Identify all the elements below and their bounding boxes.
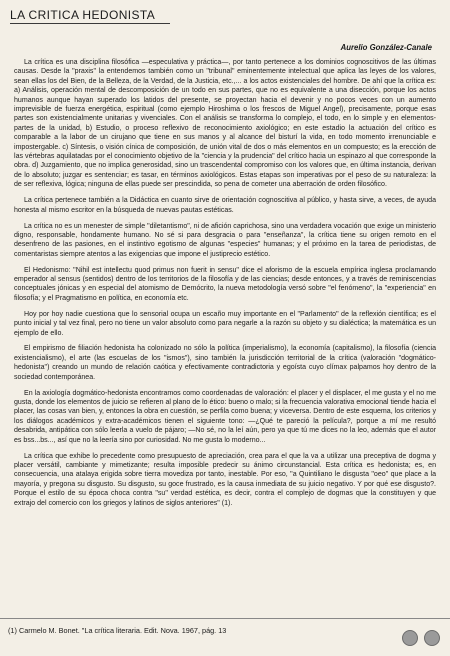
page-title: LA CRITICA HEDONISTA bbox=[10, 8, 156, 22]
paragraph: La crítica no es un menester de simple "diletantismo", ni de afición caprichosa, sino una verdadera vocación que exige un ministerio digno, responsable, hondamente humano. No sé si para desgracia o para "enseñanza", la crítica tiene su origen remoto en el desenfreno de las pasiones, en el instintivo egotismo de algunas "especies" humanas; y el próximo en la tarea de periodistas, de comentaristas siempre atentos a las exigencias que impone el justiprecio estético. bbox=[14, 222, 436, 258]
author-name: Aurelio González-Canale bbox=[340, 43, 432, 52]
paragraph: En la axiología dogmático-hedonista encontramos como coordenadas de valoración: el placer y el displacer, el me gusta y el no me gusta, donde los elementos de juicio se refieren al plano de lo ético: bueno o malo; si la frecuencia valorativa emocional tiende hacia el placer, las cosas van bien, y, entonces la obra en cuestión, se perfila como buena; y viceversa. Dentro de este esquema, los criterios y los diálogos académicos y extra-académicos tienen el siguiente tono: —¿Qué te pareció la película?, porque a mí me resultó desabrida, antipática con sólo leerla a vuelo de pájaro; —No sé, no la leí aún, pero ya que tú me dices no la leo, además que el autor es bss...bs..., así que no la leería sino por curiosidad. No me gusta lo moderno... bbox=[14, 389, 436, 444]
paragraph: El Hedonismo: "Nihil est intellectu quod primus non fuerit in sensu" dice el aforismo de la escuela empírica inglesa proclamando emperador al sensus (sentidos) dentro de los territorios de la filosofía y de las ciencias; desde entonces, y a través de reminiscencias conceptuales jónicas y en especial del atomismo de Demócrito, la nueva metodología versó sobre "el fenómeno", la "experiencia" en filosofía; y el Pragmatismo en política, en economía etc. bbox=[14, 266, 436, 302]
corner-mark-icon bbox=[402, 630, 418, 646]
corner-mark-icon bbox=[424, 630, 440, 646]
paragraph: Hoy por hoy nadie cuestiona que lo sensorial ocupa un escaño muy importante en el "Parlamento" de la reflexión científica; es el punto inicial y tal vez final, pero no tiene un valor absoluto como para negarle a la razón su objeto y su dialéctica; la matemática es un ejemplo de ello. bbox=[14, 310, 436, 337]
paragraph: La crítica es una disciplina filosófica —especulativa y práctica—, por tanto pertenece a los dominios cognoscitivos de las últimas causas. Desde la "praxis" la entendemos también como un "tribunal" eminentemente intelectual que aplica las leyes de los valores, sean ellas los del Bien, de la Belleza, de la Verdad, de la Justicia, etc.,... a los actos existenciales del hombre. De ahí que la crítica es: a) Análisis, operación mental de descomposición de un todo en sus partes, que no es equivalente a una disección, porque los actos humanos aunque hayan superado los latidos del presente, se proyectan hacia el devenir y no pocos veces con un aumento imprevisible de fuerza energética, espiritual (como ejemplo Hiroshima o los frescos de Miguel Angel), precisamente, porque esas partes son existencialmente unitarias y vivenciales. Con el análisis se transforma lo complejo, el todo, en lo simple y en elementos-partes de la unidad, b) Estudio, o proceso reflexivo de reconocimiento axiológico; en este estadio la actuación del crítico es comparable a la labor de un cirujano que tiene en sus manos y al alcance del bisturí la vida, en todo momento irrenunciable e impostergable. c) Síntesis, o visión cínica de composición, de unión vital de dos o más elementos en un compuesto; es la erección de las vértebras aquilatadas por el conocimiento objetivo de la "ciencia y la prudencia" del crítico hacia un espinazo al que corresponde la obra. d) Juzgamiento, que no implica generosidad, sino un trascendental compromiso con los valores que, en última instancia, derivan de lo absoluto; juzgar es sentenciar; es tasar, en términos axiológicos. Estas etapas son imperativas por el peso de su naturaleza: la de ser reflexiva, lógica; ninguna de ellas puede ser prescindida, so pena de cometer una aberración de orden filosófico. bbox=[14, 59, 436, 189]
paragraph: El empirismo de filiación hedonista ha colonizado no sólo la política (imperialismo), la economía (capitalismo), la filosofía (ciencia existencialismo), el arte (las escuelas de los "ismos"), sino también la jurisdicción territorial de la crítica (valoración "dogmático-hedonista") creando un mundo de relación caótica y efectivamente contradictoria y egoísta cuyo clímax palpamos hoy dentro de la sociedad contemporánea. bbox=[14, 345, 436, 381]
footnote: (1) Carmelo M. Bonet. "La crítica literaria. Edit. Nova. 1967, pág. 13 bbox=[8, 626, 227, 635]
article-body bbox=[14, 58, 436, 514]
paragraph: La crítica que exhibe lo precedente como presupuesto de apreciación, crea para el que la va a utilizar una preceptiva de dogma y placer versátil, cambiante y mimetizante; resulta imposible predecir su ánimo circunstancial. Esta crítica es hedonista; es, en consecuencia, una atalaya erigida sobre tierra movediza por tanto, inestable. Por eso, "a Quintiliano le disgusta "oeo" que place a la mayoría, y pregona su disgusto. Su disgusto, su goce frustrado, es la causa inmediata de su juicio negativo. Y por qué ese disgusto?. Porque el estilo de su época choca contra "su" verdad estética, es decir, contra el complejo de dogmas que la constituyen y que extrajo del comercio con los griegos y latinos de siglos anteriores" (1). bbox=[14, 452, 436, 507]
paragraph: La crítica pertenece también a la Didáctica en cuanto sirve de orientación cognoscitiva al público, y hasta sirve, a veces, de ayuda honesta al mismo escritor en la búsqueda de nuevas pautas estéticas. bbox=[14, 197, 436, 214]
footnote-divider bbox=[0, 618, 450, 619]
corner-marks bbox=[402, 630, 440, 646]
title-underline bbox=[10, 23, 170, 24]
